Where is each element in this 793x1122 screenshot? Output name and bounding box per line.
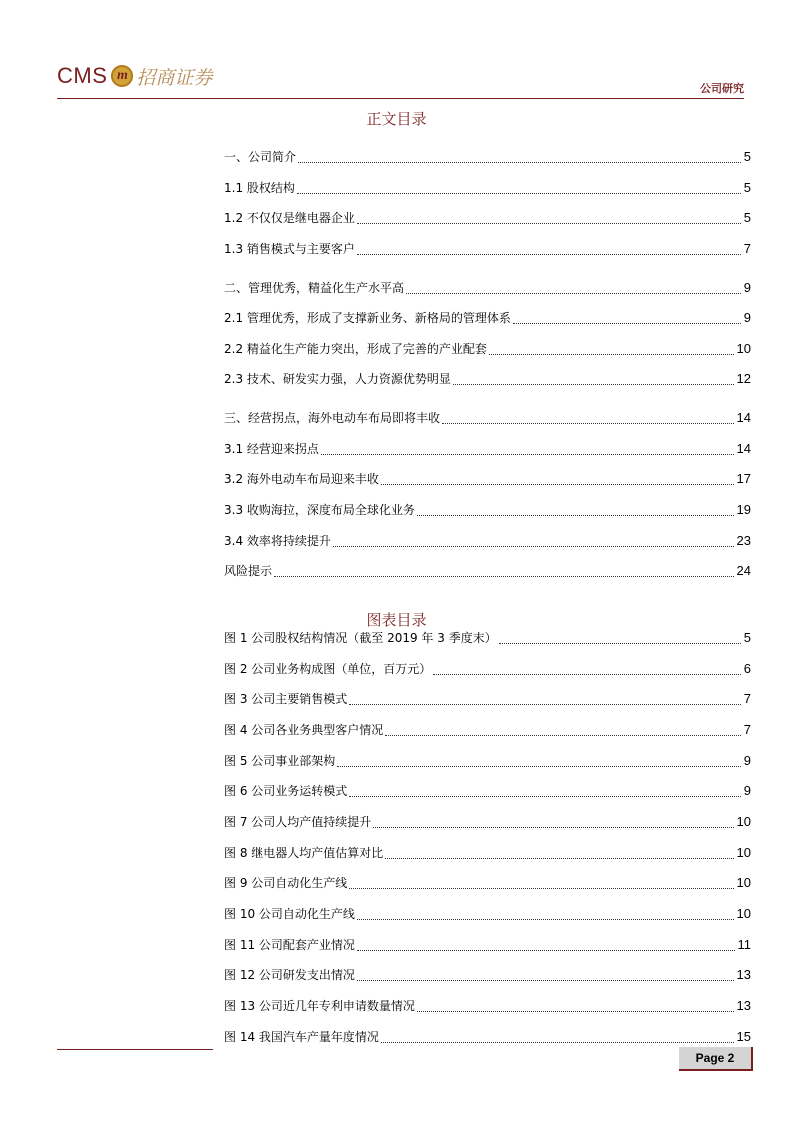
toc-entry-page: 14: [736, 410, 751, 425]
toc-title: 正文目录: [366, 110, 427, 128]
toc-entry-text: 1.2 不仅仅是继电器企业: [224, 211, 355, 225]
figure-entry-page: 10: [736, 875, 751, 890]
figure-entry-page: 9: [743, 783, 751, 798]
toc-entry-text: 1.3 销售模式与主要客户: [224, 242, 355, 256]
dot-leader: [357, 211, 741, 224]
toc-entry-page: 24: [736, 563, 751, 578]
dot-leader: [333, 534, 734, 547]
figure-entry-text: 图 6 公司业务运转模式: [224, 784, 348, 798]
figure-entry-page: 5: [743, 630, 751, 645]
toc-entry-text: 风险提示: [224, 564, 273, 578]
figure-entry-text: 图 8 继电器人均产值估算对比: [224, 846, 384, 860]
dot-leader: [349, 784, 741, 797]
dot-leader: [417, 999, 734, 1012]
figure-entry-text: 图 3 公司主要销售模式: [224, 692, 348, 706]
toc-entry[interactable]: [224, 341, 751, 357]
toc-entry-text: 3.1 经营迎来拐点: [224, 442, 319, 456]
toc-entry-page: 9: [743, 280, 751, 295]
toc-entry-page: 19: [736, 502, 751, 517]
dot-leader: [417, 503, 734, 516]
dot-leader: [499, 631, 741, 644]
figure-entry[interactable]: [224, 753, 751, 769]
dot-leader: [442, 411, 734, 424]
dot-leader: [349, 876, 733, 889]
figure-entry-page: 13: [736, 998, 751, 1013]
figure-entry-page: 10: [736, 845, 751, 860]
dot-leader: [357, 938, 735, 951]
figure-entry-text: 图 1 公司股权结构情况（截至 2019 年 3 季度末）: [224, 631, 497, 645]
figures-title: 图表目录: [366, 611, 427, 629]
report-type-label: 公司研究: [700, 82, 744, 95]
toc-entry[interactable]: [224, 371, 751, 387]
toc-entry[interactable]: [224, 533, 751, 549]
figure-entry-text: 图 9 公司自动化生产线: [224, 876, 348, 890]
toc-entry-text: 二、管理优秀，精益化生产水平高: [224, 281, 405, 295]
toc-entry-page: 12: [736, 371, 751, 386]
logo-text-chinese: 招商证券: [136, 66, 213, 89]
footer-divider: [57, 1049, 213, 1050]
toc-entry-page: 10: [736, 341, 751, 356]
dot-leader: [406, 281, 741, 294]
toc-entry[interactable]: [224, 310, 751, 326]
toc-entry[interactable]: [224, 180, 751, 196]
toc-entry-text: 3.4 效率将持续提升: [224, 534, 331, 548]
figure-entry[interactable]: [224, 691, 751, 707]
figure-entry-text: 图 10 公司自动化生产线: [224, 907, 355, 921]
figure-entry-page: 7: [743, 722, 751, 737]
toc-entry-page: 5: [743, 210, 751, 225]
figure-entry[interactable]: [224, 998, 751, 1014]
toc-entry[interactable]: [224, 502, 751, 518]
dot-leader: [297, 181, 741, 194]
dot-leader: [274, 564, 734, 577]
figure-entry-text: 图 2 公司业务构成图（单位，百万元）: [224, 662, 432, 676]
figure-entry-page: 9: [743, 753, 751, 768]
header-divider: [57, 98, 744, 99]
figure-entry[interactable]: [224, 722, 751, 738]
toc-entry[interactable]: [224, 280, 751, 296]
figure-entry-text: 图 13 公司近几年专利申请数量情况: [224, 999, 415, 1013]
dot-leader: [381, 1030, 734, 1043]
figure-entry-text: 图 12 公司研发支出情况: [224, 968, 355, 982]
figure-entry[interactable]: [224, 845, 751, 861]
toc-entry-page: 9: [743, 310, 751, 325]
figure-entry-page: 6: [743, 661, 751, 676]
toc-entry[interactable]: [224, 563, 751, 579]
toc-entry-page: 23: [736, 533, 751, 548]
figure-entry-text: 图 5 公司事业部架构: [224, 754, 336, 768]
dot-leader: [489, 342, 734, 355]
dot-leader: [349, 692, 741, 705]
figure-entry[interactable]: [224, 814, 751, 830]
dot-leader: [513, 311, 741, 324]
toc-entry[interactable]: [224, 471, 751, 487]
figure-entry-text: 图 4 公司各业务典型客户情况: [224, 723, 384, 737]
figure-entry-text: 图 14 我国汽车产量年度情况: [224, 1030, 379, 1044]
dot-leader: [433, 662, 741, 675]
toc-entry-text: 2.3 技术、研发实力强，人力资源优势明显: [224, 372, 451, 386]
toc-entry-text: 一、公司简介: [224, 150, 297, 164]
toc-entry-text: 2.1 管理优秀，形成了支撑新业务、新格局的管理体系: [224, 311, 511, 325]
toc-entry-page: 14: [736, 441, 751, 456]
figure-entry-page: 10: [736, 814, 751, 829]
figure-entry-page: 13: [736, 967, 751, 982]
toc-entry-page: 5: [743, 149, 751, 164]
logo-emblem-icon: m: [111, 65, 133, 87]
dot-leader: [337, 754, 741, 767]
dot-leader: [357, 968, 734, 981]
dot-leader: [373, 815, 733, 828]
toc-entry-text: 3.2 海外电动车布局迎来丰收: [224, 472, 379, 486]
figure-entry[interactable]: [224, 783, 751, 799]
toc-entry[interactable]: [224, 241, 751, 257]
dot-leader: [357, 242, 741, 255]
dot-leader: [321, 442, 734, 455]
dot-leader: [453, 372, 734, 385]
figure-entry-text: 图 11 公司配套产业情况: [224, 938, 355, 952]
toc-entry-text: 1.1 股权结构: [224, 181, 295, 195]
dot-leader: [298, 150, 741, 163]
page-number-badge: Page 2: [679, 1047, 753, 1071]
toc-entry[interactable]: [224, 410, 751, 426]
figure-entry-page: 10: [736, 906, 751, 921]
dot-leader: [385, 723, 741, 736]
logo-text-latin: CMS: [57, 63, 108, 88]
toc-entry-text: 三、经营拐点，海外电动车布局即将丰收: [224, 411, 441, 425]
toc-entry-text: 2.2 精益化生产能力突出，形成了完善的产业配套: [224, 342, 487, 356]
toc-entry[interactable]: [224, 210, 751, 226]
figure-entry[interactable]: [224, 630, 751, 646]
toc-entry-text: 3.3 收购海拉，深度布局全球化业务: [224, 503, 415, 517]
figure-entry[interactable]: [224, 1029, 751, 1045]
figure-entry[interactable]: [224, 906, 751, 922]
toc-entry[interactable]: [224, 149, 751, 165]
figure-entry-page: 15: [736, 1029, 751, 1044]
dot-leader: [385, 846, 733, 859]
figure-entry-page: 11: [737, 937, 751, 952]
figure-entry[interactable]: [224, 875, 751, 891]
toc-entry[interactable]: [224, 441, 751, 457]
dot-leader: [381, 472, 734, 485]
toc-entry-page: 5: [743, 180, 751, 195]
toc-entry-page: 7: [743, 241, 751, 256]
figure-entry-page: 7: [743, 691, 751, 706]
dot-leader: [357, 907, 734, 920]
company-logo: [57, 61, 212, 91]
toc-entry-page: 17: [736, 471, 751, 486]
figure-entry-text: 图 7 公司人均产值持续提升: [224, 815, 372, 829]
figure-entry[interactable]: [224, 661, 751, 677]
figure-entry[interactable]: [224, 967, 751, 983]
figure-entry[interactable]: [224, 937, 751, 953]
